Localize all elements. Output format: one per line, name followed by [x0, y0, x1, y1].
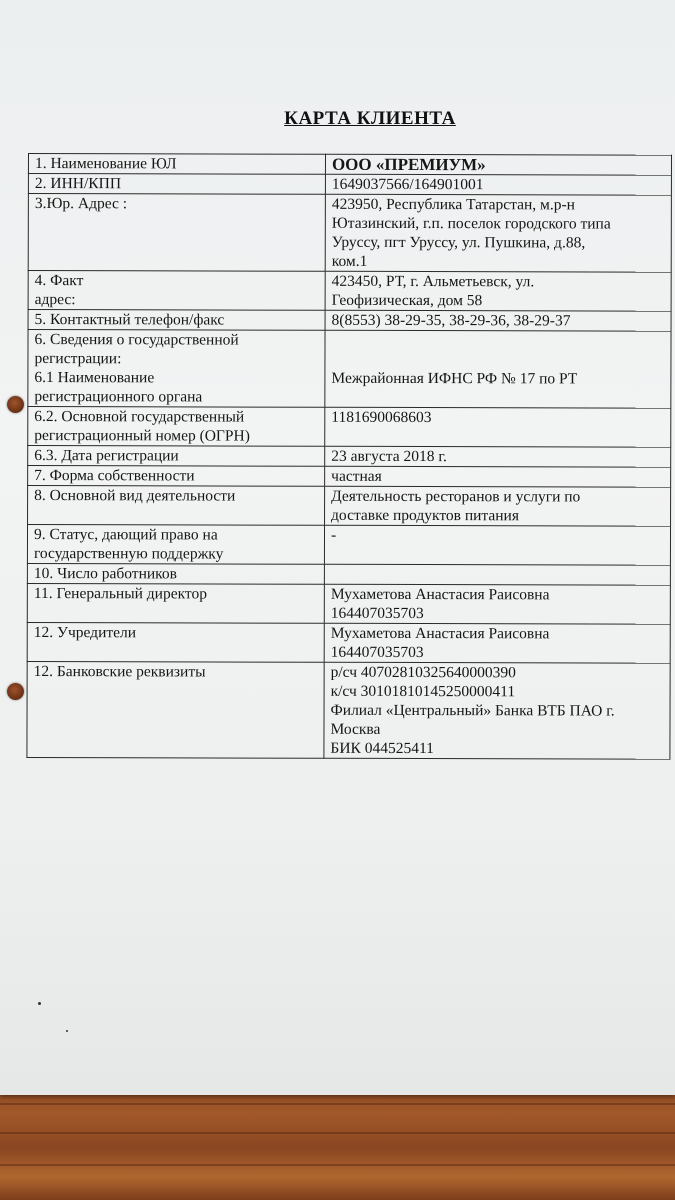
punch-hole — [7, 683, 24, 700]
table-row — [28, 154, 671, 176]
row-value — [325, 154, 671, 175]
table-row — [28, 446, 671, 468]
value-line: 164407035703 — [330, 643, 424, 662]
value-line: ООО «ПРЕМИУМ» — [331, 154, 486, 175]
value-line: 423450, РТ, г. Альметьевск, ул. — [331, 272, 535, 291]
value-line: частная — [331, 467, 382, 485]
value-line: - — [330, 526, 337, 544]
value-line — [331, 331, 664, 351]
value-line: к/сч 30101810145250000411 — [330, 682, 516, 701]
row-label — [28, 446, 325, 467]
label-line: 7. Форма собственности — [34, 467, 195, 485]
label-line: адрес: — [34, 291, 76, 309]
row-value — [324, 525, 670, 565]
row-label — [28, 154, 325, 175]
row-value — [325, 310, 671, 331]
table-row — [28, 194, 671, 273]
wooden-desk — [0, 1085, 675, 1200]
label-line: 2. ИНН/КПП — [34, 175, 122, 193]
value-line: Уруссу, пгт Уруссу, ул. Пушкина, д.88, — [331, 233, 586, 252]
value-line — [331, 350, 664, 370]
row-value — [325, 330, 671, 408]
label-line: 6.2. Основной государственный — [34, 408, 245, 426]
row-label — [27, 661, 324, 758]
row-label — [28, 194, 325, 272]
row-value — [324, 662, 670, 759]
row-value — [324, 584, 670, 624]
table-row — [28, 407, 671, 448]
table-row — [28, 174, 671, 196]
row-value — [325, 466, 671, 487]
table-row — [28, 310, 671, 332]
row-label — [27, 622, 324, 662]
table-row — [27, 563, 670, 585]
table-row — [27, 525, 670, 566]
row-value — [324, 564, 670, 585]
label-line: 6.3. Дата регистрации — [34, 447, 179, 465]
table-row — [27, 661, 670, 759]
value-line: БИК 044525411 — [330, 739, 434, 758]
row-label — [27, 563, 324, 584]
punch-hole — [7, 396, 24, 413]
row-label — [28, 486, 325, 526]
label-line: 10. Число работников — [33, 565, 178, 583]
label-line: 4. Факт — [34, 272, 84, 290]
row-value — [325, 407, 671, 447]
value-line: Геофизическая, дом 58 — [331, 291, 483, 310]
label-line: 6. Сведения о государственной — [34, 331, 239, 349]
table-row — [28, 330, 671, 409]
row-value — [325, 486, 671, 526]
value-line: 1649037566/164901001 — [331, 175, 484, 194]
table-row — [28, 486, 671, 527]
value-line: 1181690068603 — [331, 408, 432, 427]
row-value — [324, 623, 670, 663]
row-value — [325, 271, 671, 311]
row-label — [28, 174, 325, 195]
value-line: р/сч 40702810325640000390 — [330, 663, 516, 682]
value-line: 8(8553) 38-29-35, 38-29-36, 38-29-37 — [331, 311, 571, 330]
row-label — [28, 330, 325, 408]
value-line: Межрайонная ИФНС РФ № 17 по РТ — [331, 369, 578, 388]
label-line: государственную поддержку — [33, 545, 224, 563]
label-line: 5. Контактный телефон/факс — [34, 311, 225, 329]
label-line: 1. Наименование ЮЛ — [34, 155, 177, 173]
value-line: ком.1 — [331, 252, 368, 270]
row-label — [28, 407, 325, 447]
row-label — [27, 583, 324, 623]
value-line: Мухаметова Анастасия Раисовна — [330, 624, 550, 643]
label-line: регистрации: — [34, 350, 122, 368]
table-row — [27, 583, 670, 624]
row-label — [28, 271, 325, 311]
value-line: 164407035703 — [330, 604, 424, 623]
value-line: Ютазинский, г.п. поселок городского типа — [331, 214, 611, 233]
dust-speck — [66, 1030, 68, 1032]
label-line: 6.1 Наименование — [34, 369, 155, 387]
value-line: Деятельность ресторанов и услуги по — [331, 487, 581, 506]
label-line: 12. Банковские реквизиты — [33, 663, 206, 681]
label-line: 3.Юр. Адрес : — [34, 195, 128, 213]
label-line: 9. Статус, дающий право на — [33, 526, 218, 544]
table-row — [28, 271, 671, 312]
label-line: регистрационного органа — [34, 388, 203, 406]
document-title: КАРТА КЛИЕНТА — [284, 108, 456, 129]
value-line: Мухаметова Анастасия Раисовна — [330, 585, 550, 604]
value-line: доставке продуктов питания — [331, 506, 520, 525]
label-line: регистрационный номер (ОГРН) — [34, 427, 250, 445]
row-value — [325, 194, 671, 272]
label-line: 8. Основной вид деятельности — [34, 487, 236, 505]
value-line: 423950, Республика Татарстан, м.р-н — [331, 195, 575, 214]
row-label — [28, 310, 325, 331]
row-label — [27, 525, 324, 565]
row-value — [325, 446, 671, 467]
value-line: 23 августа 2018 г. — [331, 447, 447, 466]
row-value — [325, 174, 671, 195]
value-line — [331, 565, 664, 585]
table-row — [27, 622, 670, 663]
label-line: 11. Генеральный директор — [33, 585, 208, 603]
row-label — [28, 466, 325, 487]
table-row — [28, 466, 671, 488]
label-line: 12. Учредители — [33, 624, 137, 642]
value-line: Москва — [330, 720, 381, 738]
dust-speck — [38, 1002, 41, 1005]
client-card-table — [26, 153, 672, 760]
value-line: Филиал «Центральный» Банка ВТБ ПАО г. — [330, 701, 615, 720]
